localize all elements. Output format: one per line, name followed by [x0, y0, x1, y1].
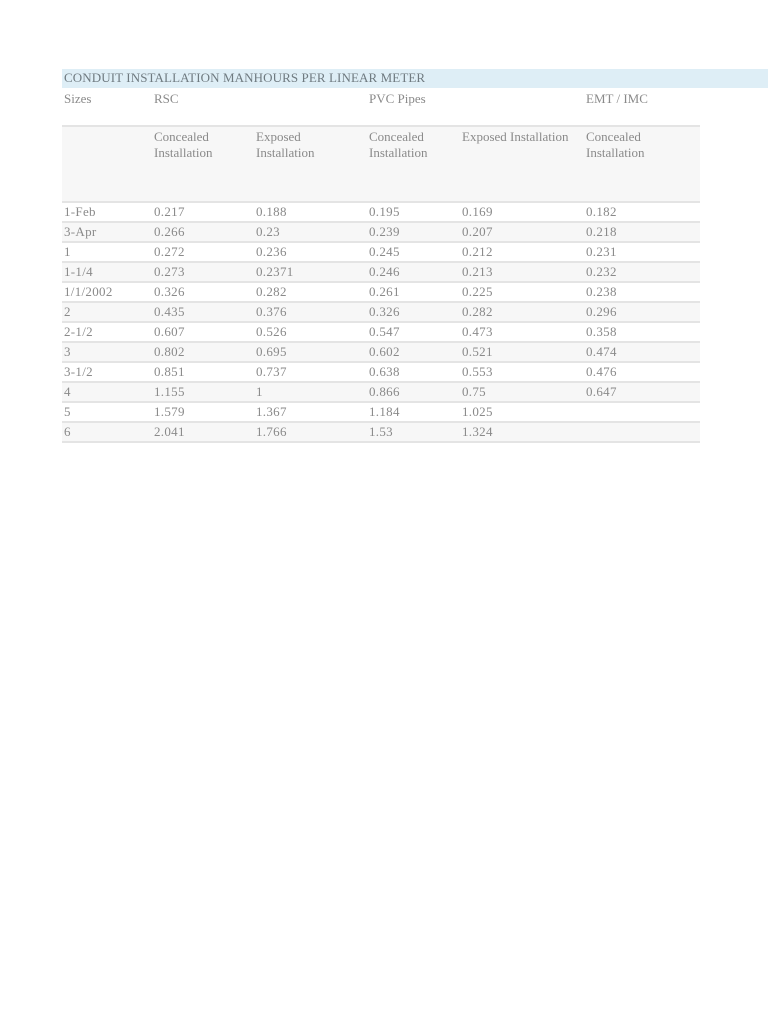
table-row — [62, 283, 700, 303]
cell-rsc-concealed: 2.041 — [154, 424, 185, 439]
cell-pvc-exposed: 0.282 — [462, 304, 493, 319]
cell-pvc-exposed: 1.025 — [462, 404, 493, 419]
cell-rsc-exposed: 0.188 — [256, 204, 287, 219]
table-row — [62, 263, 700, 283]
cell-pvc-concealed: 0.326 — [369, 304, 400, 319]
cell-size: 3 — [64, 344, 71, 359]
cell-size: 1 — [64, 244, 71, 259]
cell-rsc-exposed: 0.695 — [256, 344, 287, 359]
cell-pvc-concealed: 1.184 — [369, 404, 400, 419]
table-row — [62, 323, 700, 343]
cell-size: 3-1/2 — [64, 364, 93, 379]
cell-rsc-concealed: 1.155 — [154, 384, 185, 399]
cell-rsc-exposed: 0.23 — [256, 224, 280, 239]
cell-pvc-exposed: 0.207 — [462, 224, 493, 239]
cell-pvc-concealed: 0.239 — [369, 224, 400, 239]
cell-emt-concealed: 0.232 — [586, 264, 617, 279]
cell-size: 2-1/2 — [64, 324, 93, 339]
cell-pvc-concealed: 1.53 — [369, 424, 393, 439]
header-sizes: Sizes — [64, 91, 92, 106]
table-row — [62, 343, 700, 363]
cell-rsc-exposed: 0.236 — [256, 244, 287, 259]
cell-pvc-exposed: 0.169 — [462, 204, 493, 219]
cell-emt-concealed: 0.647 — [586, 384, 617, 399]
cell-pvc-concealed: 0.246 — [369, 264, 400, 279]
table-row — [62, 243, 700, 263]
cell-size: 1/1/2002 — [64, 284, 113, 299]
cell-pvc-exposed: 0.75 — [462, 384, 486, 399]
header-emt-imc: EMT / IMC — [586, 91, 648, 106]
cell-rsc-concealed: 1.579 — [154, 404, 185, 419]
cell-size: 4 — [64, 384, 71, 399]
cell-emt-concealed: 0.296 — [586, 304, 617, 319]
cell-rsc-concealed: 0.435 — [154, 304, 185, 319]
cell-rsc-concealed: 0.273 — [154, 264, 185, 279]
cell-rsc-concealed: 0.802 — [154, 344, 185, 359]
cell-pvc-exposed: 0.521 — [462, 344, 493, 359]
cell-pvc-exposed: 0.225 — [462, 284, 493, 299]
cell-rsc-concealed: 0.272 — [154, 244, 185, 259]
table-row — [62, 363, 700, 383]
conduit-manhours-table — [62, 88, 700, 443]
group-header-row — [62, 88, 700, 127]
cell-rsc-exposed: 0.376 — [256, 304, 287, 319]
cell-rsc-exposed: 0.2371 — [256, 264, 294, 279]
header-pvc-exposed: Exposed Installation — [462, 129, 569, 144]
cell-pvc-concealed: 0.195 — [369, 204, 400, 219]
cell-emt-concealed: 0.218 — [586, 224, 617, 239]
cell-rsc-exposed: 1.367 — [256, 404, 287, 419]
cell-pvc-exposed: 0.213 — [462, 264, 493, 279]
table-title: CONDUIT INSTALLATION MANHOURS PER LINEAR METER — [64, 70, 426, 85]
cell-rsc-exposed: 0.737 — [256, 364, 287, 379]
cell-size: 2 — [64, 304, 71, 319]
cell-emt-concealed: 0.474 — [586, 344, 617, 359]
cell-rsc-concealed: 0.851 — [154, 364, 185, 379]
cell-emt-concealed: 0.358 — [586, 324, 617, 339]
cell-rsc-concealed: 0.326 — [154, 284, 185, 299]
cell-size: 3-Apr — [64, 224, 97, 239]
table-row — [62, 403, 700, 423]
sub-header-row — [62, 127, 700, 203]
cell-pvc-concealed: 0.638 — [369, 364, 400, 379]
cell-pvc-concealed: 0.602 — [369, 344, 400, 359]
header-emt-concealed: Concealed Installation — [586, 129, 645, 160]
cell-rsc-concealed: 0.266 — [154, 224, 185, 239]
cell-pvc-exposed: 0.473 — [462, 324, 493, 339]
table-row — [62, 383, 700, 403]
cell-emt-concealed: 0.476 — [586, 364, 617, 379]
cell-pvc-concealed: 0.547 — [369, 324, 400, 339]
header-rsc-exposed: Exposed Installation — [256, 129, 315, 160]
table-row — [62, 423, 700, 443]
cell-rsc-concealed: 0.217 — [154, 204, 185, 219]
table-row — [62, 303, 700, 323]
cell-rsc-exposed: 1.766 — [256, 424, 287, 439]
cell-rsc-concealed: 0.607 — [154, 324, 185, 339]
table-body — [62, 203, 700, 443]
cell-emt-concealed: 0.231 — [586, 244, 617, 259]
cell-pvc-concealed: 0.245 — [369, 244, 400, 259]
cell-rsc-exposed: 1 — [256, 384, 263, 399]
cell-size: 6 — [64, 424, 71, 439]
cell-emt-concealed: 0.182 — [586, 204, 617, 219]
cell-size: 5 — [64, 404, 71, 419]
cell-emt-concealed: 0.238 — [586, 284, 617, 299]
table-row — [62, 203, 700, 223]
table-title-bar — [62, 69, 768, 88]
cell-size: 1-Feb — [64, 204, 96, 219]
cell-pvc-exposed: 1.324 — [462, 424, 493, 439]
cell-pvc-concealed: 0.866 — [369, 384, 400, 399]
header-pvc-pipes: PVC Pipes — [369, 91, 426, 106]
cell-pvc-concealed: 0.261 — [369, 284, 400, 299]
header-rsc: RSC — [154, 91, 179, 106]
header-pvc-concealed: Concealed Installation — [369, 129, 428, 160]
cell-pvc-exposed: 0.553 — [462, 364, 493, 379]
header-rsc-concealed: Concealed Installation — [154, 129, 213, 160]
cell-rsc-exposed: 0.526 — [256, 324, 287, 339]
cell-size: 1-1/4 — [64, 264, 93, 279]
cell-rsc-exposed: 0.282 — [256, 284, 287, 299]
cell-pvc-exposed: 0.212 — [462, 244, 493, 259]
table-row — [62, 223, 700, 243]
